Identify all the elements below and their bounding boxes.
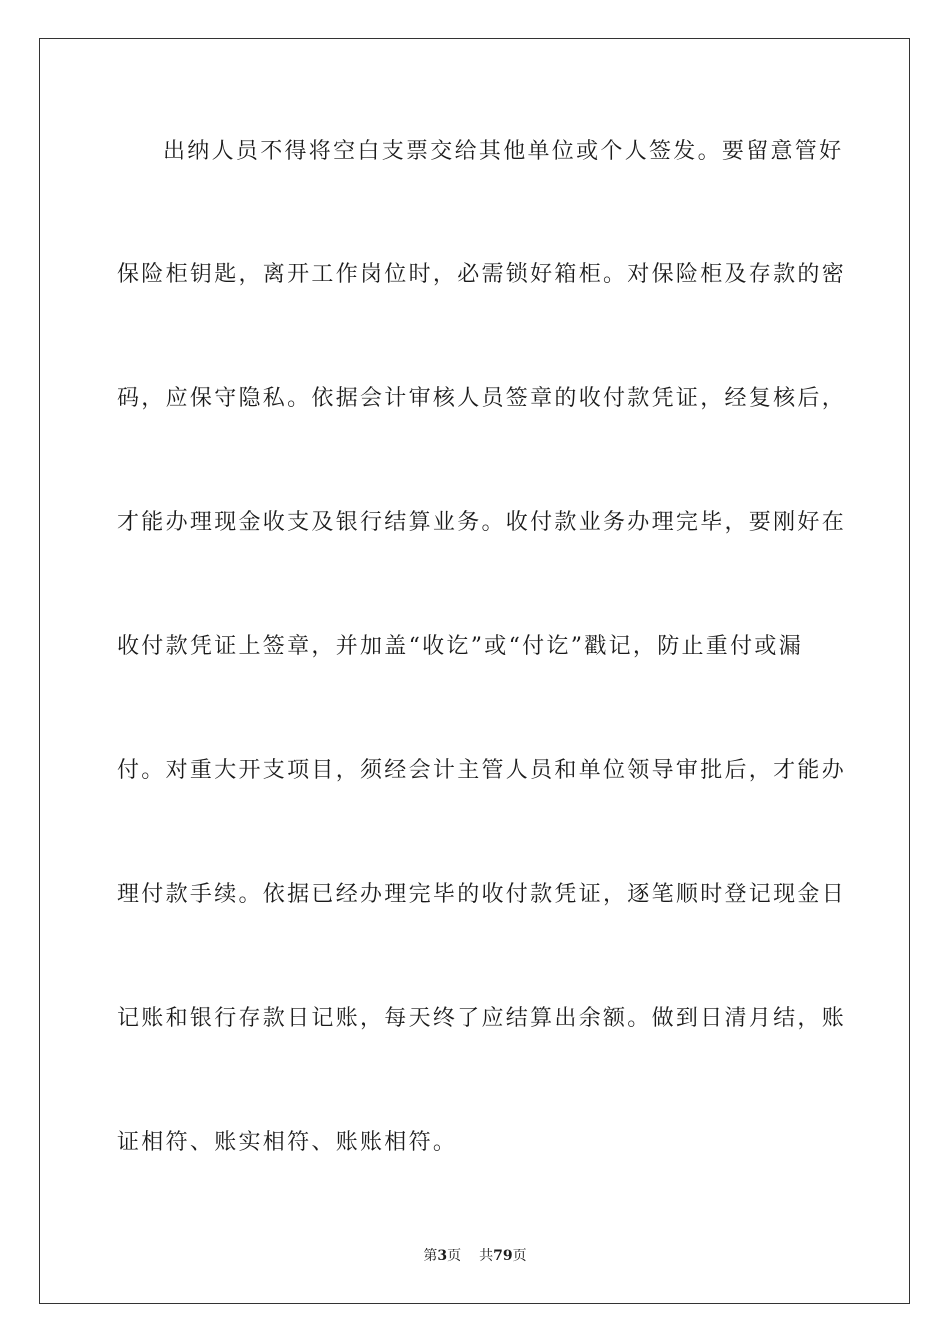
page-suffix: 页 xyxy=(447,1248,462,1264)
text-line: 记账和银行存款日记账，每天终了应结算出余额。做到日清月结，账 xyxy=(117,1006,847,1031)
text-line: 码，应保守隐私。依据会计审核人员签章的收付款凭证，经复核后， xyxy=(117,386,847,411)
total-pages: 79 xyxy=(493,1248,513,1264)
page-prefix: 第 xyxy=(423,1248,438,1264)
text-line: 才能办理现金收支及银行结算业务。收付款业务办理完毕，要刚好在 xyxy=(117,510,847,535)
text-line: 付。对重大开支项目，须经会计主管人员和单位领导审批后，才能办 xyxy=(117,758,847,783)
page-number: 3 xyxy=(437,1248,448,1264)
text-line: 证相符、账实相符、账账相符。 xyxy=(117,1130,458,1155)
text-line: 出纳人员不得将空白支票交给其他单位或个人签发。要留意管好 xyxy=(163,139,844,164)
text-line: 理付款手续。依据已经办理完毕的收付款凭证，逐笔顺时登记现金日 xyxy=(117,882,847,907)
page-border xyxy=(39,38,910,1304)
total-prefix: 共 xyxy=(479,1248,494,1264)
page-footer xyxy=(0,1246,950,1266)
total-suffix: 页 xyxy=(512,1248,527,1264)
text-line: 保险柜钥匙，离开工作岗位时，必需锁好箱柜。对保险柜及存款的密 xyxy=(117,262,847,287)
text-line: 收付款凭证上签章，并加盖“收讫”或“付讫”戳记，防止重付或漏 xyxy=(117,634,803,659)
